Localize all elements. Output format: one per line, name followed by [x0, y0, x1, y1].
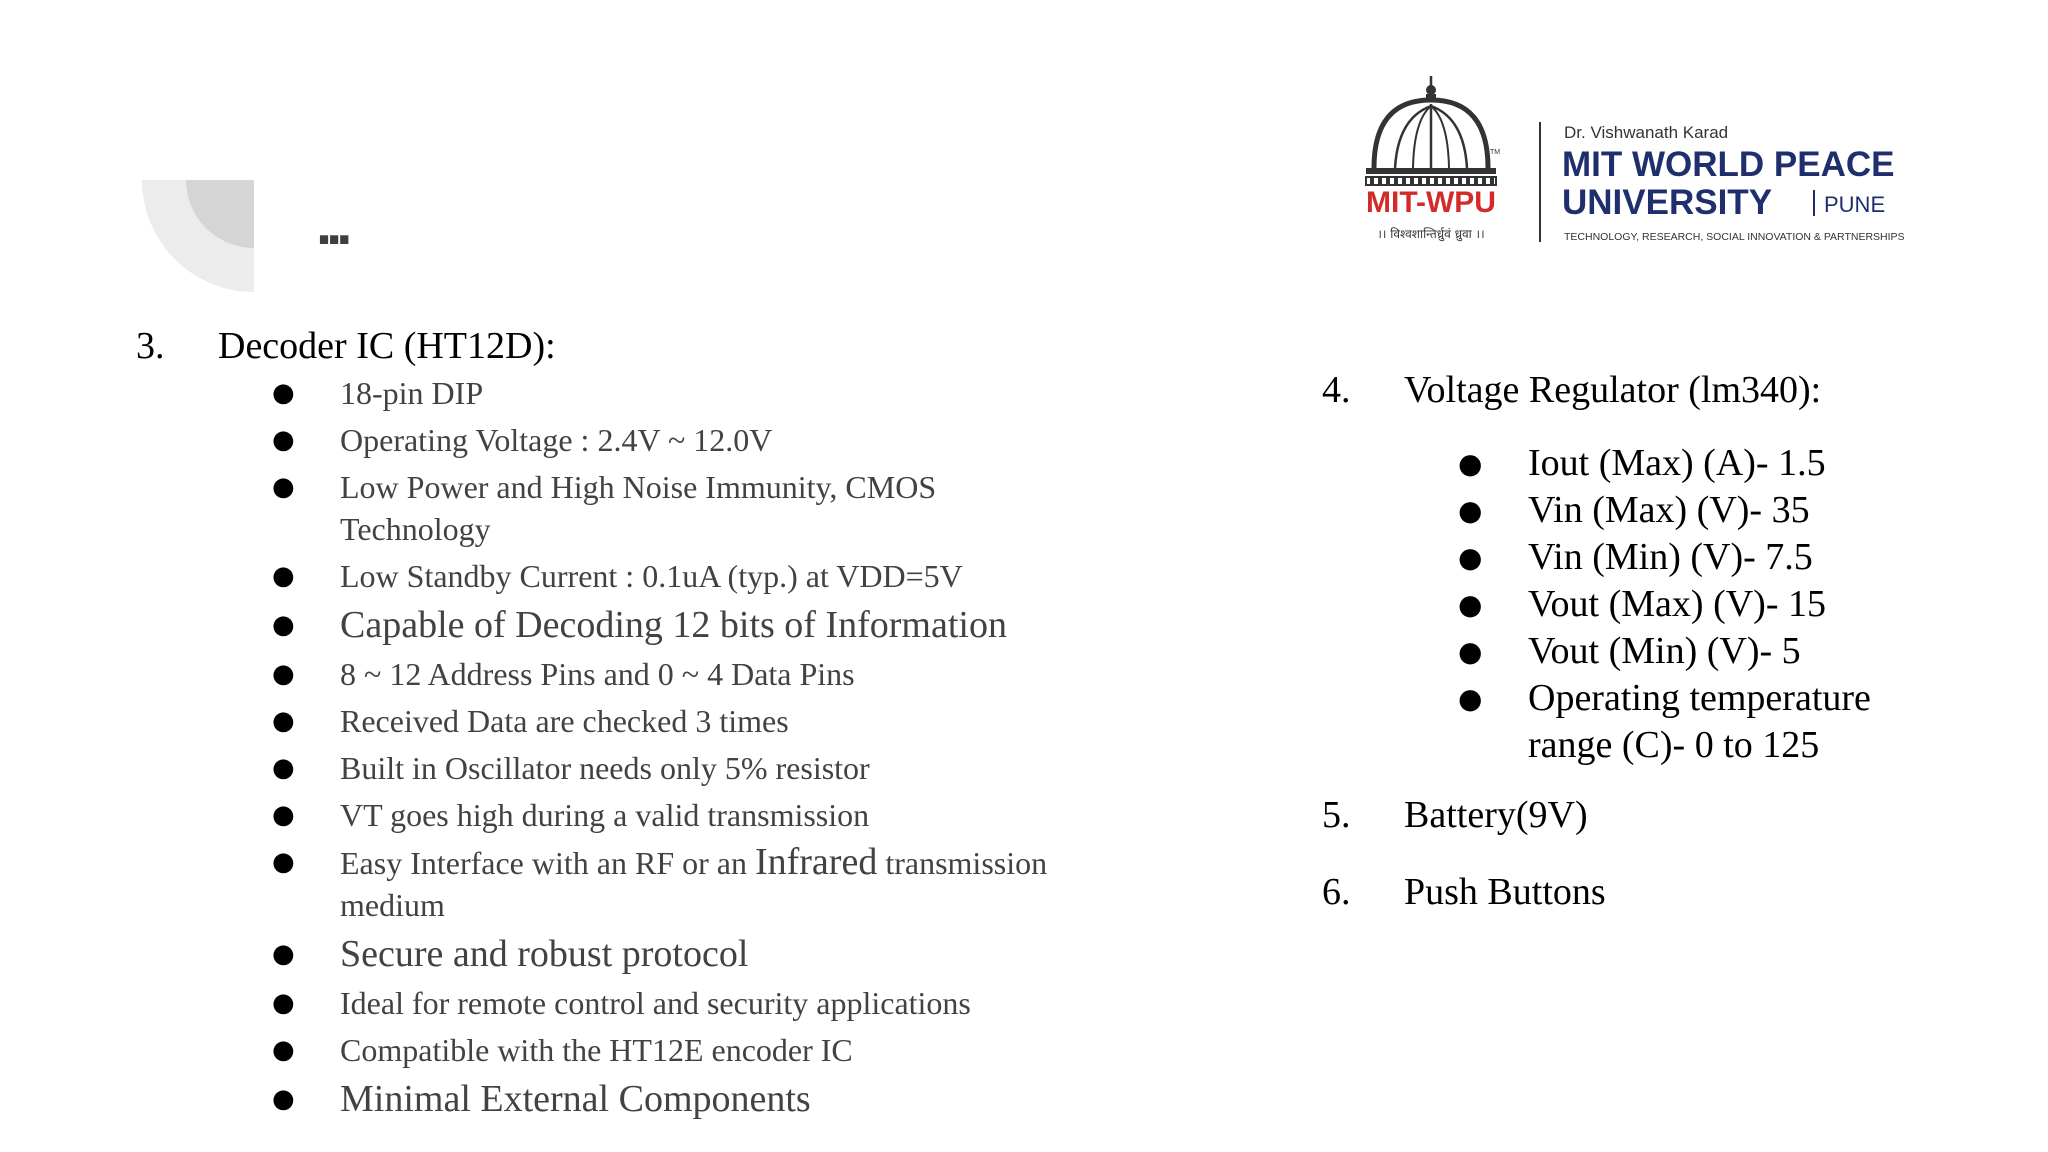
bullet-icon: ● [272, 1084, 295, 1114]
list-number: 4. [1322, 369, 1351, 411]
bullet-icon: ● [1458, 541, 1483, 574]
list-number: 6. [1322, 871, 1351, 913]
list-item [262, 419, 1176, 461]
regulator-heading-row [1322, 366, 2002, 414]
dome-icon [1366, 76, 1496, 185]
list-item-text: Vin (Max) (V)- 35 [1528, 489, 1810, 531]
list-item [262, 931, 1176, 977]
bullet-icon: ● [272, 1035, 295, 1065]
bullet-icon: ● [272, 939, 295, 969]
list-item [262, 700, 1176, 742]
list-item-text: 18-pin DIP [340, 375, 484, 411]
list-item-text: Easy Interface with an RF or an Infrared transmission medium [340, 841, 1048, 923]
list-item [262, 602, 1176, 648]
logo-short-name: MIT-WPU [1366, 186, 1496, 219]
list-number: 5. [1322, 794, 1351, 836]
list-item-text: Ideal for remote control and security applications [340, 985, 971, 1021]
logo-name-line1: MIT WORLD PEACE [1562, 145, 1895, 184]
bullet-icon: ● [1458, 588, 1483, 621]
logo-name-line2: UNIVERSITY [1562, 183, 1773, 222]
list-item [262, 555, 1176, 597]
list-item [1458, 581, 2002, 628]
bullet-icon: ● [272, 610, 295, 640]
bullet-icon: ● [272, 847, 295, 877]
push-buttons-heading: Push Buttons [1404, 871, 1606, 913]
bullet-icon: ● [272, 753, 295, 783]
list-item-text: Received Data are checked 3 times [340, 703, 789, 739]
mit-wpu-logo [1340, 70, 1940, 250]
list-item-text: Iout (Max) (A)- 1.5 [1528, 442, 1826, 484]
list-item-text: Low Power and High Noise Immunity, CMOS Technology [340, 469, 937, 547]
list-item-text: Operating temperature range (C)- 0 to 125 [1528, 677, 1871, 766]
bullet-icon: ● [1458, 447, 1483, 480]
list-number: 3. [136, 325, 165, 367]
list-item [262, 1076, 1176, 1122]
list-item [262, 372, 1176, 414]
list-item-text: Compatible with the HT12E encoder IC [340, 1032, 853, 1068]
components-section [1322, 366, 2002, 916]
regulator-heading: Voltage Regulator (lm340): [1404, 369, 1822, 411]
list-item-text: Minimal External Components [340, 1078, 811, 1120]
list-item [1458, 487, 2002, 534]
decoder-features-list [262, 372, 1176, 1122]
push-buttons-item [1322, 868, 2002, 916]
list-item [1458, 534, 2002, 581]
list-item-text: Vin (Min) (V)- 7.5 [1528, 536, 1813, 578]
decoder-heading: Decoder IC (HT12D): [218, 325, 556, 367]
logo-founder: Dr. Vishwanath Karad [1564, 123, 1729, 142]
bullet-icon: ● [272, 561, 295, 591]
list-item [262, 841, 1176, 926]
regulator-specs-list [1458, 440, 2002, 769]
list-item [262, 466, 1176, 550]
corner-decoration [142, 180, 254, 292]
list-item [262, 1029, 1176, 1071]
decoder-heading-row [136, 322, 1176, 370]
bullet-icon: ● [1458, 682, 1483, 715]
bullet-icon: ● [272, 706, 295, 736]
battery-item [1322, 791, 2002, 839]
list-item-text: Operating Voltage : 2.4V ~ 12.0V [340, 422, 773, 458]
decoder-section [136, 322, 1176, 1127]
list-item-text: Low Standby Current : 0.1uA (typ.) at VDD=5V [340, 558, 963, 594]
bullet-icon: ● [272, 425, 295, 455]
bullet-icon: ● [272, 378, 295, 408]
list-item [262, 747, 1176, 789]
bullet-icon: ● [1458, 635, 1483, 668]
list-item [262, 794, 1176, 836]
list-item-text: Vout (Max) (V)- 15 [1528, 583, 1826, 625]
bullet-icon: ● [272, 988, 295, 1018]
slide-title: ... [316, 192, 347, 257]
logo-tm: TM [1490, 149, 1501, 156]
bullet-icon: ● [272, 472, 295, 502]
list-item [262, 982, 1176, 1024]
bullet-icon: ● [1458, 494, 1483, 527]
bullet-icon: ● [272, 800, 295, 830]
list-item-text: Vout (Min) (V)- 5 [1528, 630, 1801, 672]
list-item [1458, 675, 2002, 769]
logo-city: PUNE [1824, 192, 1886, 217]
list-item [1458, 440, 2002, 487]
list-item [262, 653, 1176, 695]
list-item-text: 8 ~ 12 Address Pins and 0 ~ 4 Data Pins [340, 656, 855, 692]
logo-tagline: TECHNOLOGY, RESEARCH, SOCIAL INNOVATION & PARTNERSHIPS [1564, 231, 1905, 243]
list-item-text: Secure and robust protocol [340, 933, 749, 975]
emphasized-word: Infrared [754, 841, 878, 883]
list-item-text: Capable of Decoding 12 bits of Information [340, 604, 1007, 646]
logo-motto: ।। विश्वशान्तिर्ध्रुवं ध्रुवा ।। [1377, 227, 1485, 241]
list-item [1458, 628, 2002, 675]
list-item-text: VT goes high during a valid transmission [340, 797, 870, 833]
list-item-text: Built in Oscillator needs only 5% resistor [340, 750, 870, 786]
battery-heading: Battery(9V) [1404, 794, 1588, 836]
bullet-icon: ● [272, 659, 295, 689]
